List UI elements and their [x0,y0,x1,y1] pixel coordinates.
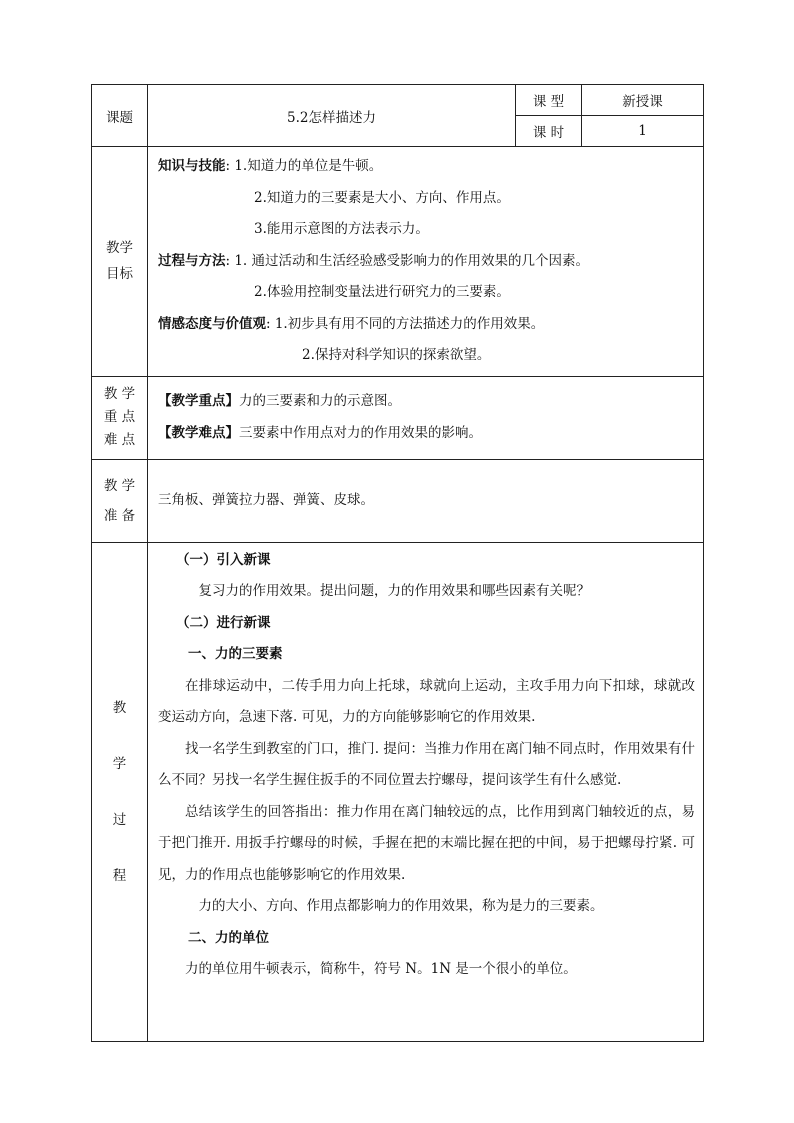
subsection-three-elements: 一、力的三要素 [188,646,283,662]
period-value: 1 [582,116,704,147]
paragraph-1: 在排球运动中，二传手用力向上托球，球就向上运动，主攻手用力向下扣球，球就改变运动方向，急速下落. 可见，力的方向能够影响它的作用效果. [158,677,695,725]
knowledge-line-1: 知识与技能: 1.知道力的单位是牛顿。 [158,158,383,174]
type-value: 新授课 [582,85,704,116]
paragraph-5: 力的单位用牛顿表示，简称牛，符号 N。1N 是一个很小的单位。 [185,961,577,977]
attitude-line-1: 情感态度与价值观: 1.初步具有用不同的方法描述力的作用效果。 [158,315,545,332]
header-row-1 [92,85,704,116]
focus-line: 【教学重点】力的三要素和力的示意图。 [158,393,401,409]
difficulty-line: 【教学难点】三要素中作用点对力的作用效果的影响。 [158,424,482,441]
topic-value: 5.2怎样描述力 [148,85,516,147]
knowledge-line-2: 2.知道力的三要素是大小、方向、作用点。 [254,189,510,206]
keypoints-content [148,376,704,459]
lesson-plan-table [91,84,704,1042]
attitude-line-2: 2.保持对科学知识的探索欲望。 [302,347,491,363]
paragraph-3: 总结该学生的回答指出：推力作用在离门轴较远的点，比作用到离门轴较近的点，易于把门推开. 用扳手拧螺母的时候，手握在把的末端比握在把的中间，易于把螺母拧紧. 可见，力的作用点也能够影响它的作用效果. [158,803,695,883]
knowledge-line-3: 3.能用示意图的方法表示力。 [254,221,429,237]
keypoints-row [92,376,704,459]
process-row [92,542,704,1041]
intro-text: 复习力的作用效果。提出问题，力的作用效果和哪些因素有关呢？ [198,583,590,599]
paragraph-4: 力的大小、方向、作用点都影响力的作用效果，称为是力的三要素。 [198,898,604,914]
process-line-2: 2.体验用控制变量法进行研究力的三要素。 [254,284,510,300]
objectives-content [148,147,704,377]
objectives-label: 教学 目标 [92,147,148,377]
preparation-text: 三角板、弹簧拉力器、弹簧、皮球。 [158,491,374,508]
paragraph-2: 找一名学生到教室的门口，推门. 提问：当推力作用在离门轴不同点时，作用效果有什么不同？另找一名学生握住扳手的不同位置去拧螺母，提问该学生有什么感觉. [158,740,695,788]
preparation-row [92,459,704,542]
process-label: 教 学 过 程 [92,542,148,1041]
subsection-unit: 二、力的单位 [188,929,269,946]
process-content [148,542,704,1041]
section-intro-heading: （一）引入新课 [176,551,271,568]
process-line-1: 过程与方法: 1. 通过活动和生活经验感受影响力的作用效果的几个因素。 [158,252,590,269]
preparation-label: 教 学 准 备 [92,459,148,542]
objectives-row [92,147,704,377]
period-label: 课 时 [516,116,582,147]
preparation-content [148,459,704,542]
keypoints-label: 教 学 重 点 难 点 [92,376,148,459]
type-label: 课 型 [516,85,582,116]
topic-label: 课题 [92,85,148,147]
section-new-heading: （二）进行新课 [176,614,271,631]
